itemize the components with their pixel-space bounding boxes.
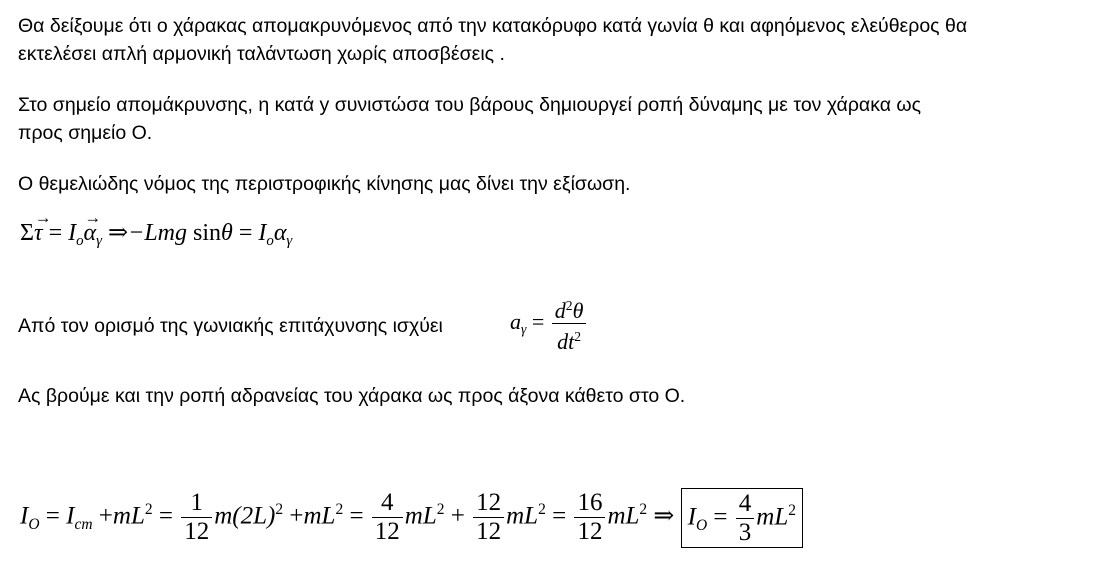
eq3-mL-4: mL — [506, 502, 539, 530]
eq3-equals-2: = — [158, 502, 173, 530]
eq2-den-exp: 2 — [574, 329, 582, 345]
equation-angular-acceleration — [510, 294, 588, 354]
eq3-frac-1-12 — [181, 490, 212, 546]
eq3-paren-2L: (2L) — [232, 502, 276, 530]
eq2-num-d: d — [554, 298, 566, 324]
eq3-frac5-den: 3 — [738, 519, 752, 547]
eq3-frac4-num: 16 — [574, 490, 605, 518]
eq3-I: I — [20, 502, 29, 530]
eq2-denominator — [552, 324, 587, 353]
eq1-equals: = — [48, 220, 63, 246]
eq3-frac1-den: 12 — [184, 518, 210, 546]
paragraph-torque-line2: προς σημείο Ο. — [18, 122, 153, 144]
paragraph-moment-of-inertia: Ας βρούμε και την ροπή αδρανείας του χάρακα ως προς άξονα κάθετο στο Ο. — [18, 385, 686, 407]
eq2-num-exp: 2 — [565, 298, 573, 313]
eq2-sub-gamma: γ — [521, 321, 527, 337]
eq3-mL-3: mL — [404, 502, 437, 530]
eq3-I-cm: I — [66, 502, 75, 530]
eq2-numerator — [552, 294, 587, 324]
eq3-frac-12-12 — [473, 490, 504, 546]
eq3-frac1-num: 1 — [181, 490, 212, 518]
eq3-plus-1: + — [98, 502, 113, 530]
eq3-result-I: I — [687, 503, 696, 531]
eq3-equals-1: = — [45, 502, 60, 530]
eq3-mL-5: mL — [607, 502, 640, 530]
eq3-frac4-den: 12 — [577, 518, 603, 546]
paragraph-intro-line1: Θα δείξουμε ότι ο χάρακας απομακρυνόμενος από την κατακόρυφο κατά γωνία θ και αφηόμενος ελεύθερος θα — [18, 15, 968, 37]
eq1-alpha-vec: → α — [84, 220, 97, 247]
eq3-equals-3: = — [349, 502, 364, 530]
eq3-equals-4: = — [552, 502, 567, 530]
eq3-exp-3: 2 — [335, 501, 344, 519]
eq1-theta: θ — [221, 220, 233, 246]
eq1-sub-gamma-2: γ — [286, 233, 293, 250]
eq3-plus-3: + — [450, 502, 465, 530]
eq3-plus-2: + — [289, 502, 304, 530]
eq3-exp-2: 2 — [275, 501, 284, 519]
equation-moment-of-inertia — [20, 488, 803, 548]
eq3-result-exp: 2 — [788, 502, 796, 520]
eq3-result-sub-O: O — [695, 516, 708, 534]
eq3-boxed-result — [681, 488, 803, 548]
equation-rotational-law — [20, 218, 292, 250]
eq1-sin: sin — [193, 220, 222, 246]
paragraph-intro-line2: εκτελέσει απλή αρμονική ταλάντωση χωρίς αποσβέσεις . — [18, 43, 505, 65]
eq3-frac3-den: 12 — [476, 518, 502, 546]
eq3-exp-6: 2 — [639, 501, 648, 519]
paragraph-angular-acceleration: Από τον ορισμό της γωνιακής επιτάχυνσης ισχύει — [18, 315, 443, 337]
eq3-mL-1: mL — [112, 502, 145, 530]
eq3-implies: ⇒ — [653, 502, 675, 530]
eq3-result-mL: mL — [756, 503, 789, 531]
eq3-mL-2: mL — [303, 502, 336, 530]
eq3-frac2-den: 12 — [374, 518, 400, 546]
eq3-m: m — [214, 502, 233, 530]
eq3-exp-5: 2 — [538, 501, 546, 519]
eq3-exp-4: 2 — [436, 501, 445, 519]
eq1-I-2: I — [258, 220, 267, 246]
eq1-equals-2: = — [238, 220, 253, 246]
eq2-equals: = — [531, 308, 545, 334]
eq3-exp-1: 2 — [144, 501, 153, 519]
eq3-frac5-num: 4 — [736, 491, 755, 519]
eq2-den-dt: dt — [557, 329, 575, 355]
eq1-sub-o: o — [76, 233, 84, 250]
eq2-fraction — [552, 294, 587, 354]
eq1-sum: Σ — [20, 220, 34, 246]
eq2-num-theta: θ — [572, 298, 584, 324]
eq1-alpha: α — [273, 220, 287, 246]
eq3-frac2-num: 4 — [372, 490, 403, 518]
eq2-a: a — [510, 308, 521, 334]
eq3-frac-4-3 — [736, 491, 755, 547]
eq3-result-equals: = — [713, 503, 728, 531]
paragraph-law: Ο θεμελιώδης νόμος της περιστροφικής κίνησης μας δίνει την εξίσωση. — [18, 173, 631, 195]
eq3-frac-4-12 — [372, 490, 403, 546]
eq1-minus-Lmg: −Lmg — [128, 220, 188, 246]
eq1-implies: ⇒ — [108, 220, 129, 246]
eq3-frac-16-12 — [574, 490, 605, 546]
eq1-I: I — [68, 220, 77, 246]
eq1-sub-o-2: o — [266, 233, 274, 250]
eq3-frac3-num: 12 — [473, 490, 504, 518]
eq1-tau: → τ — [34, 220, 43, 247]
eq1-sub-gamma: γ — [96, 233, 103, 250]
paragraph-torque-line1: Στο σημείο απομάκρυνσης, η κατά y συνιστώσα του βάρους δημιουργεί ροπή δύναμης με τον χάρακα ως — [18, 94, 922, 116]
eq3-sub-cm: cm — [74, 515, 93, 533]
eq3-sub-O: O — [28, 515, 40, 533]
